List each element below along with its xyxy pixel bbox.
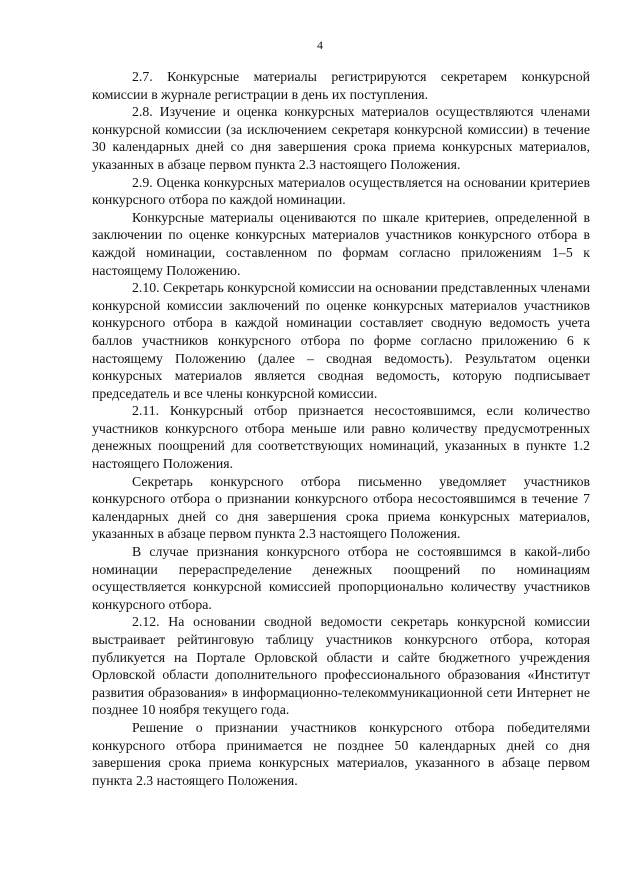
paragraph-2-8: 2.8. Изучение и оценка конкурсных материалов осуществляются членами конкурсной комиссии (за исключением секретаря конкурсной комиссии) в течение 30 календарных дней со дня завершения срока приема конкурсных материалов, указанных в абзаце первом пункта 2.3 настоящего Положения. bbox=[92, 104, 590, 172]
document-body bbox=[92, 68, 590, 789]
paragraph-2-11-notification: Секретарь конкурсного отбора письменно уведомляет участников конкурсного отбора о признании конкурсного отбора несостоявшимся в течение 7 календарных дней со дня завершения срока приема конкурсных материалов, указанных в абзаце первом пункта 2.3 настоящего Положения. bbox=[92, 473, 590, 542]
paragraph-2-11-redistribution: В случае признания конкурсного отбора не состоявшимся в какой-либо номинации перераспределение денежных поощрений по номинациям осуществляется конкурсной комиссией пропорционально количеству участников конкурсного отбора. bbox=[92, 544, 590, 612]
paragraph-2-7: 2.7. Конкурсные материалы регистрируются секретарем конкурсной комиссии в журнале регистрации в день их поступления. bbox=[92, 69, 590, 102]
paragraph-2-9: 2.9. Оценка конкурсных материалов осуществляется на основании критериев конкурсного отбора по каждой номинации. bbox=[92, 174, 590, 208]
page-number: 4 bbox=[317, 38, 323, 52]
paragraph-2-9-criteria: Конкурсные материалы оцениваются по шкале критериев, определенной в заключении по оценке конкурсных материалов участников конкурсного отбора в каждой номинации, составленном по формам согласно приложениям 1–5 к настоящему Положению. bbox=[92, 209, 590, 278]
paragraph-2-12-decision: Решение о признании участников конкурсного отбора победителями конкурсного отбора принимается не позднее 50 календарных дней со дня завершения срока приема конкурсных материалов, указанного в абзаце первом пункта 2.3 настоящего Положения. bbox=[92, 719, 590, 788]
paragraph-2-10: 2.10. Секретарь конкурсной комиссии на основании представленных членами конкурсной комиссии заключений по оценке конкурсных материалов участников конкурсного отбора в каждой номинации составляет сводную ведомость учета баллов участников конкурсного отбора по форме согласно приложению 6 к настоящему Положению (далее – сводная ведомость). Результатом оценки конкурсных материалов является сводная ведомость, которую подписывает председатель и все члены конкурсной комиссии. bbox=[92, 280, 590, 401]
paragraph-2-12: 2.12. На основании сводной ведомости секретарь конкурсной комиссии выстраивает рейтинговую таблицу участников конкурсного отбора, которая публикуется на Портале Орловской области и сайте бюджетного учреждения Орловской области дополнительного профессионального образования «Институт развития образования» в информационно-телекоммуникационной сети Интернет не позднее 10 ноября текущего года. bbox=[92, 614, 590, 718]
paragraph-2-11: 2.11. Конкурсный отбор признается несостоявшимся, если количество участников конкурсного отбора меньше или равно количеству предусмотренных денежных поощрений для соответствующих номинаций, указанных в пункте 1.2 настоящего Положения. bbox=[92, 403, 590, 472]
